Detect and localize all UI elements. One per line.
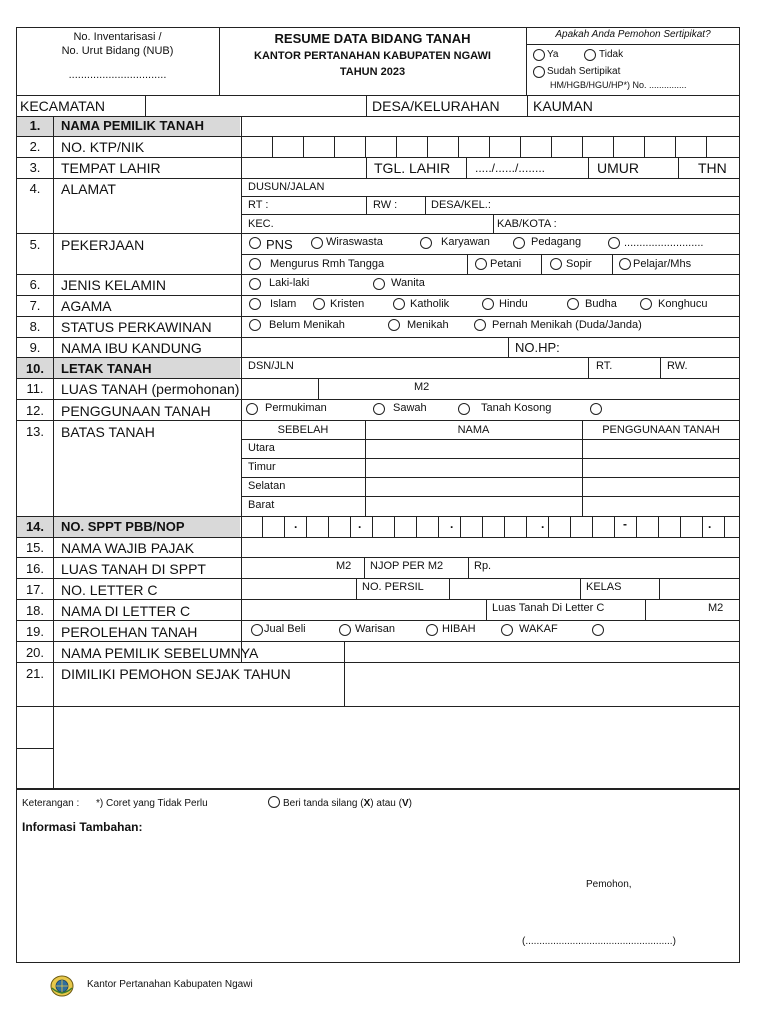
keterangan-label: Keterangan : bbox=[22, 798, 80, 809]
batas-barat: Barat bbox=[248, 499, 275, 511]
keterangan-text: *) Coret yang Tidak Perlu bbox=[96, 798, 208, 809]
radio-pedagang[interactable] bbox=[513, 237, 525, 249]
option-mengurus-rumah: Mengurus Rmh Tangga bbox=[270, 258, 385, 270]
batas-header-penggunaan: PENGGUNAAN TANAH bbox=[602, 424, 720, 436]
option-karyawan: Karyawan bbox=[441, 236, 490, 248]
row-number: 20. bbox=[25, 645, 45, 660]
letter-c-unit: M2 bbox=[708, 602, 724, 614]
option-wiraswasta: Wiraswasta bbox=[326, 236, 383, 248]
radio-pelajar[interactable] bbox=[619, 258, 631, 270]
option-konghucu: Konghucu bbox=[658, 298, 708, 310]
nub-label: No. Urut Bidang (NUB) bbox=[61, 45, 174, 57]
option-petani: Petani bbox=[490, 258, 522, 270]
njop-label: NJOP PER M2 bbox=[370, 560, 444, 572]
radio-budha[interactable] bbox=[567, 298, 579, 310]
row-number: 9. bbox=[29, 340, 41, 355]
row-label-status-perkawinan: STATUS PERKAWINAN bbox=[61, 319, 212, 335]
row-number: 13. bbox=[25, 424, 45, 439]
row-label-letter-c: NO. LETTER C bbox=[61, 582, 158, 598]
radio-hindu[interactable] bbox=[482, 298, 494, 310]
desa-kel-label: DESA/KEL.: bbox=[431, 199, 491, 211]
radio-sopir[interactable] bbox=[550, 258, 562, 270]
luas-unit: M2 bbox=[414, 381, 430, 393]
row-label-luas-tanah: LUAS TANAH (permohonan) bbox=[61, 381, 240, 397]
nop-separator: . bbox=[541, 517, 545, 531]
row-number: 18. bbox=[25, 603, 45, 618]
option-pns: PNS bbox=[266, 237, 293, 252]
radio-katholik[interactable] bbox=[393, 298, 405, 310]
row-number: 7. bbox=[29, 298, 41, 313]
row-label-perolehan: PEROLEHAN TANAH bbox=[61, 624, 198, 640]
radio-hibah[interactable] bbox=[426, 624, 438, 636]
row-number: 1. bbox=[29, 118, 41, 133]
tgl-lahir-label: TGL. LAHIR bbox=[374, 160, 451, 176]
signature-line[interactable]: (.....................................................) bbox=[522, 936, 676, 947]
radio-pekerjaan-lain[interactable] bbox=[608, 237, 620, 249]
radio-tanah-kosong[interactable] bbox=[458, 403, 470, 415]
option-sudah-sertipikat: Sudah Sertipikat bbox=[547, 66, 621, 77]
option-islam: Islam bbox=[270, 298, 297, 310]
option-hibah: HIBAH bbox=[442, 623, 476, 635]
option-budha: Budha bbox=[585, 298, 617, 310]
radio-sudah-sertipikat[interactable] bbox=[533, 66, 545, 78]
row-label-batas-tanah: BATAS TANAH bbox=[61, 424, 155, 440]
option-wanita: Wanita bbox=[391, 277, 425, 289]
option-ya: Ya bbox=[547, 49, 559, 60]
rp-label: Rp. bbox=[474, 560, 492, 572]
row-number: 3. bbox=[29, 160, 41, 175]
form-title: RESUME DATA BIDANG TANAH bbox=[274, 31, 471, 46]
rw-label: RW : bbox=[373, 199, 398, 211]
radio-wakaf[interactable] bbox=[501, 624, 513, 636]
row-number: 15. bbox=[25, 540, 45, 555]
radio-karyawan[interactable] bbox=[420, 237, 432, 249]
radio-tidak[interactable] bbox=[584, 49, 596, 61]
option-katholik: Katholik bbox=[410, 298, 450, 310]
radio-petani[interactable] bbox=[475, 258, 487, 270]
rt-label: RT. bbox=[596, 360, 613, 372]
row-label-nik: NO. KTP/NIK bbox=[61, 139, 145, 155]
row-label-tempat-lahir: TEMPAT LAHIR bbox=[61, 160, 161, 176]
row-number: 17. bbox=[25, 582, 45, 597]
option-sopir: Sopir bbox=[566, 258, 592, 270]
nop-separator: . bbox=[708, 517, 712, 531]
radio-belum-menikah[interactable] bbox=[249, 319, 261, 331]
row-label-pekerjaan: PEKERJAAN bbox=[61, 237, 145, 253]
nub-field[interactable]: ................................ bbox=[68, 69, 167, 81]
tgl-lahir-field[interactable]: ...../....../........ bbox=[475, 161, 546, 175]
radio-islam[interactable] bbox=[249, 298, 261, 310]
radio-perolehan-lain[interactable] bbox=[592, 624, 604, 636]
option-warisan: Warisan bbox=[355, 623, 395, 635]
batas-timur: Timur bbox=[248, 461, 276, 473]
option-menikah: Menikah bbox=[407, 319, 449, 331]
option-wakaf: WAKAF bbox=[519, 623, 558, 635]
kelas-label: KELAS bbox=[586, 581, 622, 593]
option-belum-menikah: Belum Menikah bbox=[269, 319, 345, 331]
year-title: TAHUN 2023 bbox=[339, 66, 406, 78]
row-label-sppt: NO. SPPT PBB/NOP bbox=[61, 519, 185, 534]
footer-office-name: Kantor Pertanahan Kabupaten Ngawi bbox=[87, 979, 253, 990]
nop-separator: . bbox=[358, 517, 362, 531]
batas-utara: Utara bbox=[248, 442, 275, 454]
radio-konghucu[interactable] bbox=[640, 298, 652, 310]
row-number: 21. bbox=[25, 666, 45, 681]
radio-pns[interactable] bbox=[249, 237, 261, 249]
radio-wiraswasta[interactable] bbox=[311, 237, 323, 249]
instruction-line: Beri tanda silang (X) atau (V) bbox=[283, 798, 412, 809]
row-number: 11. bbox=[26, 381, 44, 396]
row-label-agama: AGAMA bbox=[61, 298, 112, 314]
batas-header-nama: NAMA bbox=[457, 424, 490, 436]
radio-jual-beli[interactable] bbox=[251, 624, 263, 636]
row-label-letak-tanah: LETAK TANAH bbox=[61, 361, 152, 376]
row-number: 12. bbox=[25, 403, 45, 418]
option-laki-laki: Laki-laki bbox=[269, 277, 310, 289]
row-label-sejak-tahun: DIMILIKI PEMOHON SEJAK TAHUN bbox=[61, 666, 291, 682]
row-number: 2. bbox=[29, 139, 41, 154]
option-pernah-menikah: Pernah Menikah (Duda/Janda) bbox=[492, 319, 642, 331]
row-label-luas-sppt: LUAS TANAH DI SPPT bbox=[61, 561, 206, 577]
radio-wanita[interactable] bbox=[373, 278, 385, 290]
option-pedagang: Pedagang bbox=[531, 236, 582, 248]
option-jual-beli: Jual Beli bbox=[264, 623, 306, 635]
row-label-wajib-pajak: NAMA WAJIB PAJAK bbox=[61, 540, 195, 556]
radio-permukiman[interactable] bbox=[246, 403, 258, 415]
row-label-jenis-kelamin: JENIS KELAMIN bbox=[61, 277, 167, 293]
radio-kristen[interactable] bbox=[313, 298, 325, 310]
row-number: 10. bbox=[25, 361, 45, 376]
option-tidak: Tidak bbox=[599, 49, 624, 60]
dusun-label: DUSUN/JALAN bbox=[248, 181, 325, 193]
radio-menikah[interactable] bbox=[388, 319, 400, 331]
persil-label: NO. PERSIL bbox=[362, 581, 424, 593]
option-tanah-kosong: Tanah Kosong bbox=[481, 402, 552, 414]
rt-label: RT : bbox=[248, 199, 269, 211]
radio-pernah-menikah[interactable] bbox=[474, 319, 486, 331]
row-label-nama-pemilik: NAMA PEMILIK TANAH bbox=[61, 118, 204, 133]
dsn-jln-label: DSN/JLN bbox=[248, 360, 294, 372]
thn-label: THN bbox=[698, 160, 727, 176]
row-number: 4. bbox=[29, 181, 41, 196]
desa-value[interactable]: KAUMAN bbox=[533, 98, 593, 114]
rw-label: RW. bbox=[667, 360, 688, 372]
row-number: 16. bbox=[25, 561, 45, 576]
informasi-tambahan-label: Informasi Tambahan: bbox=[22, 820, 143, 834]
row-number: 5. bbox=[29, 237, 41, 252]
option-kristen: Kristen bbox=[330, 298, 365, 310]
option-sawah: Sawah bbox=[393, 402, 427, 414]
row-label-pemilik-sebelumnya: NAMA PEMILIK SEBELUMNYA bbox=[61, 645, 259, 661]
umur-label: UMUR bbox=[597, 160, 639, 176]
no-hp-label: NO.HP: bbox=[515, 340, 560, 355]
radio-penggunaan-lain[interactable] bbox=[590, 403, 602, 415]
row-number: 8. bbox=[29, 319, 41, 334]
certificate-question: Apakah Anda Pemohon Sertipikat? bbox=[555, 29, 711, 40]
office-title: KANTOR PERTANAHAN KABUPATEN NGAWI bbox=[254, 50, 491, 62]
row-number: 14. bbox=[25, 519, 45, 534]
option-pekerjaan-lain[interactable]: .......................... bbox=[624, 237, 704, 249]
radio-sawah[interactable] bbox=[373, 403, 385, 415]
radio-mengurus-rumah[interactable] bbox=[249, 258, 261, 270]
row-label-alamat: ALAMAT bbox=[61, 181, 116, 197]
row-number: 6. bbox=[29, 277, 41, 292]
pemohon-label: Pemohon, bbox=[586, 879, 632, 890]
radio-warisan[interactable] bbox=[339, 624, 351, 636]
certificate-number[interactable]: HM/HGB/HGU/HP*) No. ............... bbox=[550, 80, 687, 90]
sppt-luas-unit: M2 bbox=[336, 560, 352, 572]
radio-laki-laki[interactable] bbox=[249, 278, 261, 290]
nop-separator: . bbox=[450, 517, 454, 531]
kab-kota-label: KAB/KOTA : bbox=[497, 218, 557, 230]
option-pelajar: Pelajar/Mhs bbox=[633, 258, 692, 270]
desa-label: DESA/KELURAHAN bbox=[372, 98, 500, 114]
option-hindu: Hindu bbox=[499, 298, 528, 310]
nop-separator: . bbox=[294, 517, 298, 531]
batas-selatan: Selatan bbox=[248, 480, 286, 492]
kecamatan-label: KECAMATAN bbox=[20, 98, 106, 114]
batas-header-sebelah: SEBELAH bbox=[277, 424, 329, 436]
nop-separator: - bbox=[623, 517, 627, 531]
radio-ya[interactable] bbox=[533, 49, 545, 61]
radio-example bbox=[268, 796, 280, 808]
luas-letter-c-label: Luas Tanah Di Letter C bbox=[492, 602, 605, 614]
row-label-nama-ibu: NAMA IBU KANDUNG bbox=[61, 340, 202, 356]
row-label-nama-letter-c: NAMA DI LETTER C bbox=[61, 603, 191, 619]
inventory-label: No. Inventarisasi / bbox=[73, 31, 162, 43]
option-permukiman: Permukiman bbox=[265, 402, 327, 414]
row-number: 19. bbox=[25, 624, 45, 639]
kec-label: KEC. bbox=[248, 218, 274, 230]
bpn-logo-icon bbox=[50, 975, 74, 997]
row-label-penggunaan-tanah: PENGGUNAAN TANAH bbox=[61, 403, 211, 419]
